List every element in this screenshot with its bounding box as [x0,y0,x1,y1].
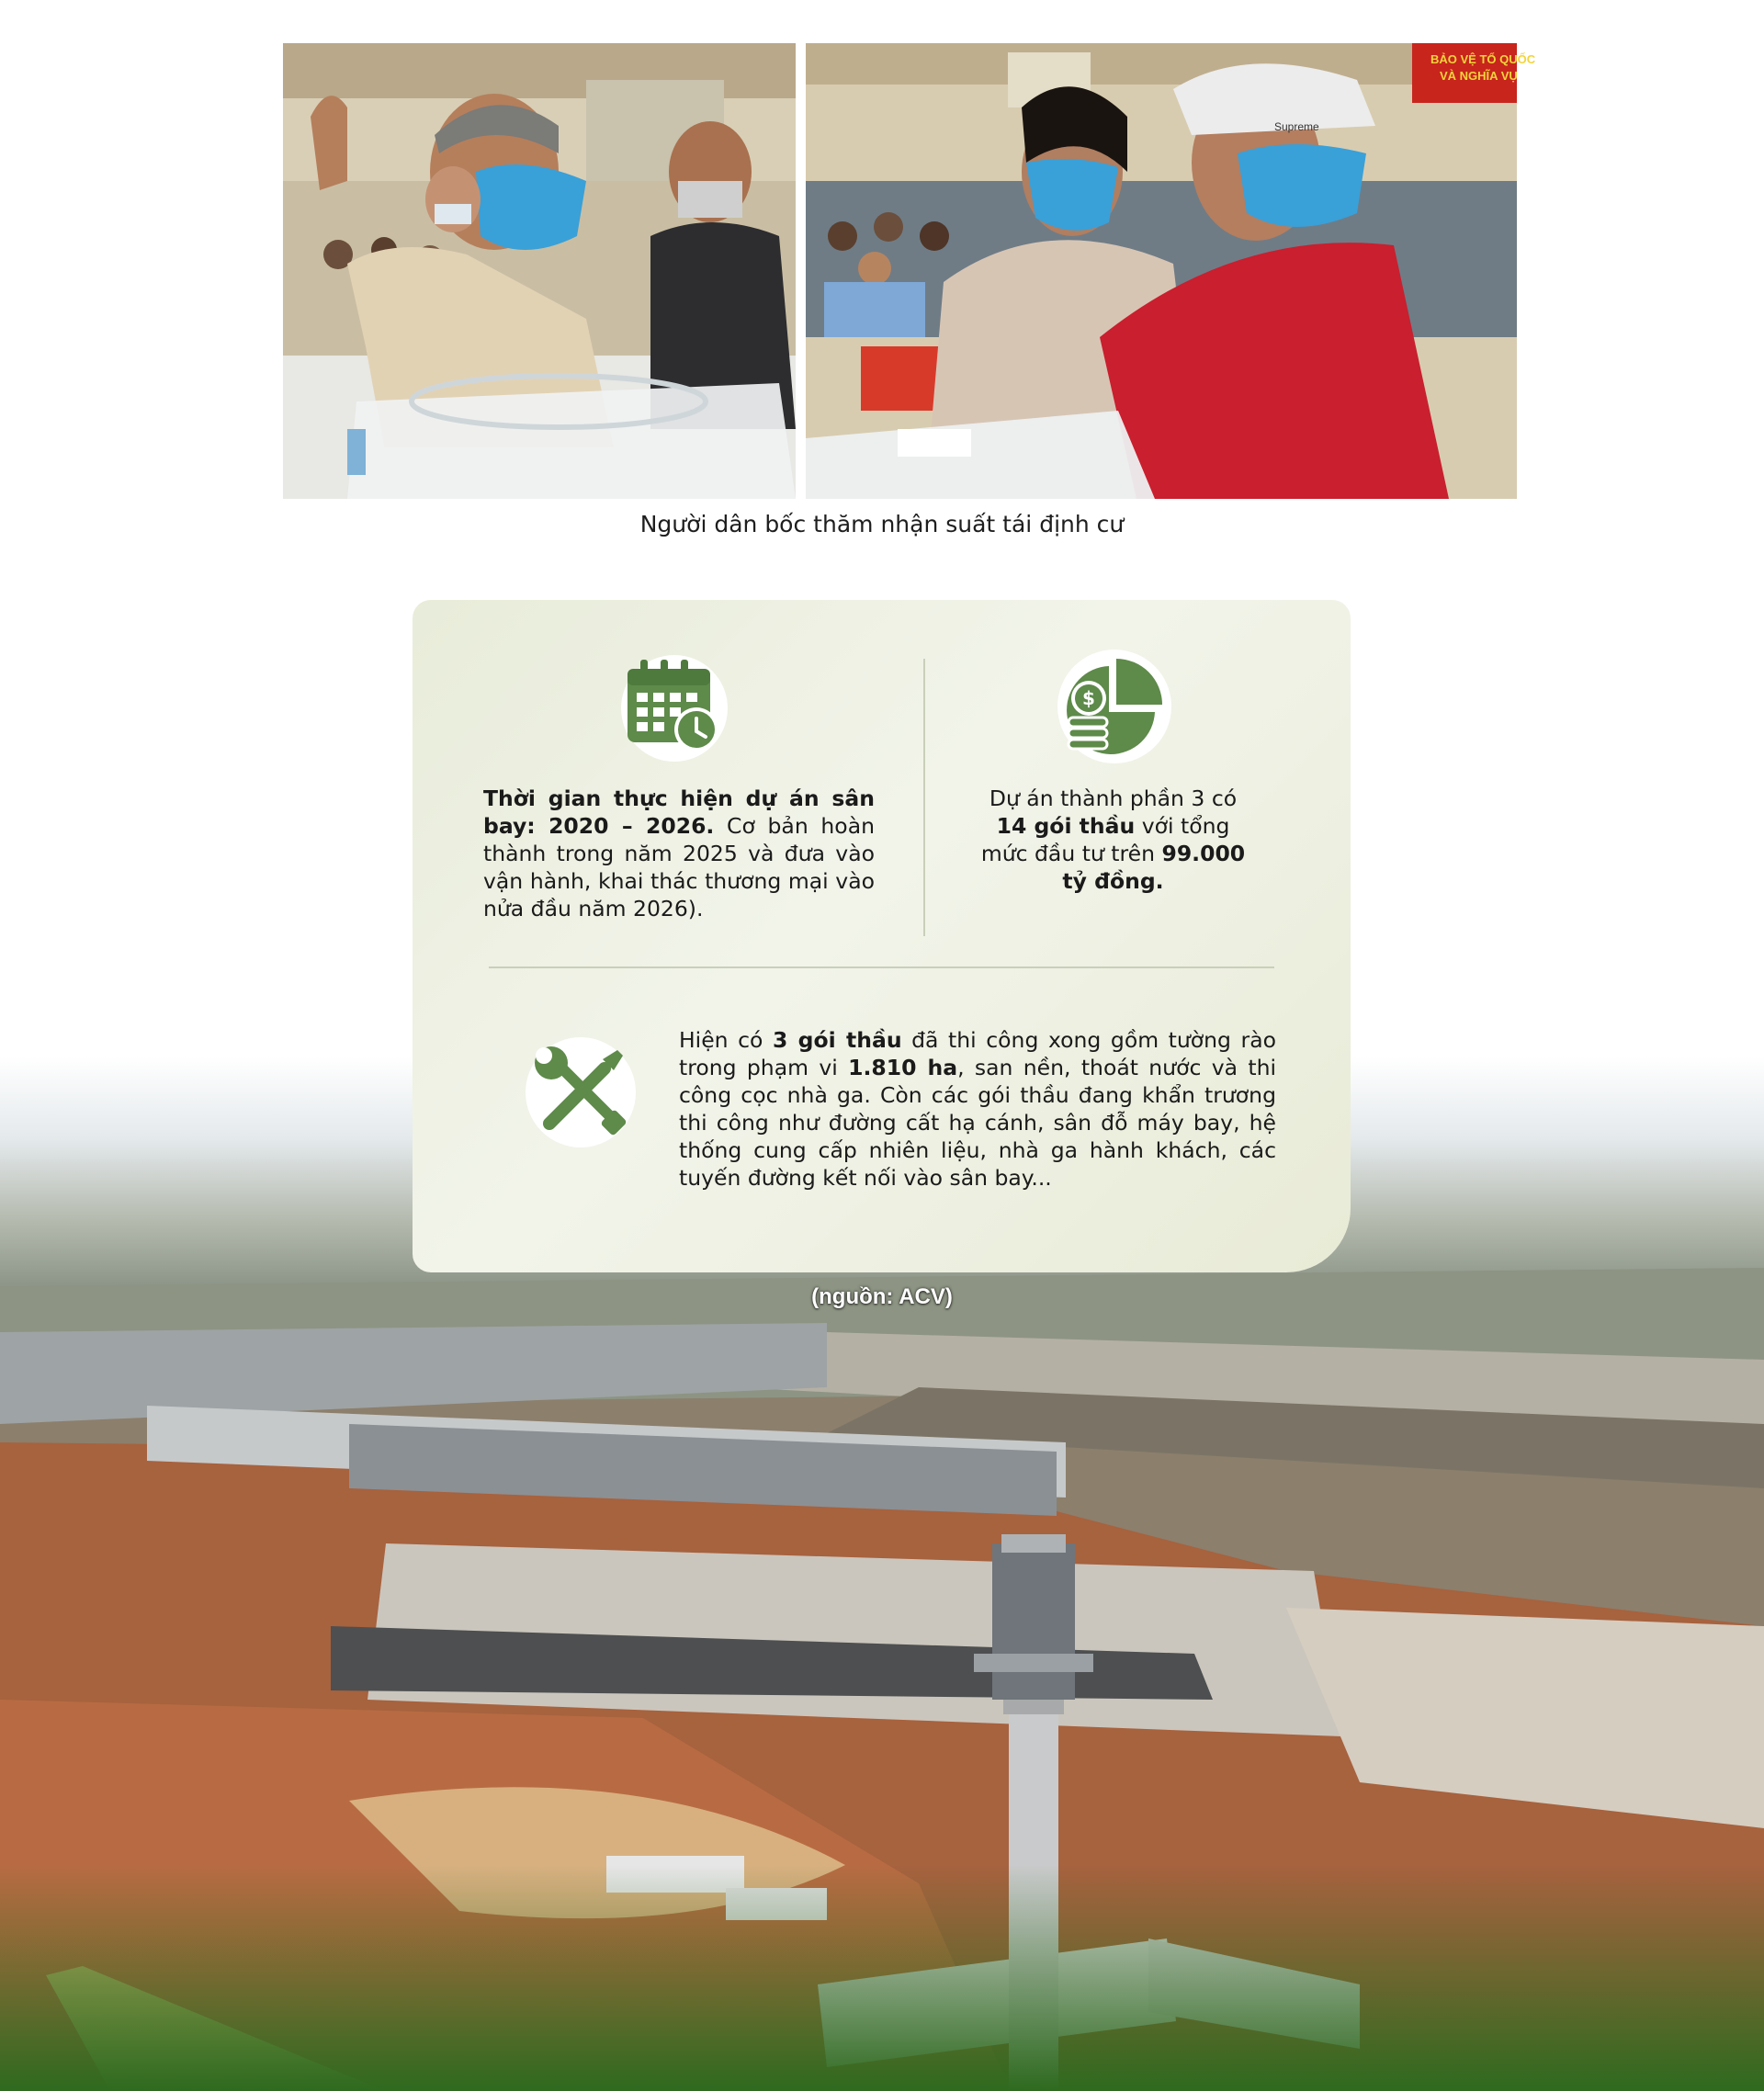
progress-completed-packages: 3 gói thầu [773,1027,902,1053]
progress-text [679,1026,1276,1192]
packages-count: 14 gói thầu [996,813,1136,839]
progress-part3: , san nền, thoát nước và thi công cọc nhà ga. Còn các gói thầu đang khẩn trương thi công như đường cất hạ cánh, sân đỗ máy bay, hệ thống cung cấp nhiên liệu, nhà ga hành khách, các tuyến đường kết nối vào sân bay... [679,1055,1276,1191]
timeline-rest: Cơ bản hoàn thành trong năm 2025 và đưa vào vận hành, khai thác thương mại vào nửa đầu năm 2026). [483,813,875,921]
packages-part2: với tổng mức đầu tư trên [980,813,1230,866]
coins-pie-chart-icon [1056,648,1173,765]
vertical-divider [923,659,925,936]
progress-part2: đã thi công xong gồm tường rào trong phạm vi [679,1027,1276,1080]
svg-text:$: $ [1082,687,1095,709]
banner-text-2: VÀ NGHĨA VỤ [1440,69,1518,83]
packages-text [973,785,1253,895]
timeline-text [483,785,875,922]
cap-logo-text: Supreme [1274,120,1319,133]
photo-women-drawing-lot [806,43,1536,499]
packages-part1: Dự án thành phần 3 có [989,786,1238,811]
timeline-bold-lead: Thời gian thực hiện dự án sân bay: 2020 – 2026. [483,786,875,839]
source-note: (nguồn: ACV) [811,1284,953,1309]
progress-area: 1.810 ha [848,1055,958,1080]
photo-man-drawing-lot [283,43,796,499]
horizontal-divider [489,966,1274,968]
info-card [413,600,1351,1272]
calendar-clock-icon [618,652,730,764]
packages-investment: 99.000 tỷ đồng. [1062,841,1246,894]
progress-part1: Hiện có [679,1027,774,1053]
photo-caption: Người dân bốc thăm nhận suất tái định cư [639,511,1125,537]
wrench-screwdriver-icon [524,1035,638,1149]
banner-text: BẢO VỆ TỔ QUỐC [1430,52,1536,66]
